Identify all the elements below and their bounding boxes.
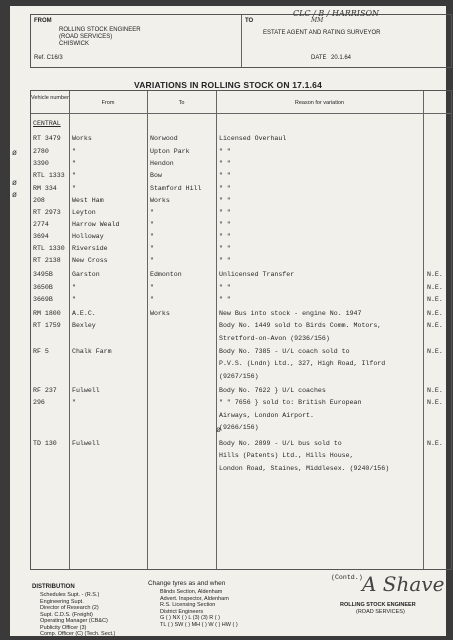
distribution-item: Operating Manager (CB&C) bbox=[40, 618, 108, 624]
to-label: TO bbox=[245, 18, 254, 24]
to-value: ESTATE AGENT AND RATING SURVEYOR bbox=[263, 30, 381, 36]
row-from: " bbox=[72, 160, 76, 167]
col-divider bbox=[216, 91, 217, 569]
date-label: DATE bbox=[311, 55, 327, 61]
row-vehicle: RT 1759 bbox=[33, 322, 61, 329]
signatory-subtitle: (ROAD SERVICES) bbox=[356, 609, 405, 615]
distribution-item: TL ( ) SW ( ) MH ( ) W ( ) HW ( ) bbox=[160, 621, 238, 628]
row-from: " bbox=[72, 148, 76, 155]
row-from: " bbox=[72, 185, 76, 192]
row-vehicle: RTL 1330 bbox=[33, 245, 65, 252]
row-to: Bow bbox=[150, 172, 162, 179]
row-from: Chalk Farm bbox=[72, 348, 112, 355]
distribution-item: Schedules Supt. - (R.S.) bbox=[40, 592, 100, 598]
row-reason: " " bbox=[219, 197, 231, 204]
row-reason: " " bbox=[219, 148, 231, 155]
row-vehicle: 3495B bbox=[33, 271, 53, 278]
row-ne-flag: N.E. bbox=[427, 296, 443, 303]
row-vehicle: 3390 bbox=[33, 160, 49, 167]
variations-table bbox=[30, 90, 452, 581]
row-from: Garston bbox=[72, 271, 100, 278]
row-ne-flag: N.E. bbox=[427, 322, 443, 329]
row-from: Riverside bbox=[72, 245, 108, 252]
row-to: " bbox=[150, 284, 154, 291]
row-from: " bbox=[72, 296, 76, 303]
row-vehicle: 2774 bbox=[33, 221, 49, 228]
row-vehicle: RT 3479 bbox=[33, 135, 61, 142]
row-from: A.E.C. bbox=[72, 310, 96, 317]
row-ne-flag: N.E. bbox=[427, 399, 443, 406]
row-to: Works bbox=[150, 197, 170, 204]
distribution-item: Advert. Inspector, Aldenham bbox=[160, 595, 229, 602]
distribution-item: Engineering Supt. bbox=[40, 598, 84, 605]
continued-note: (Contd.) bbox=[331, 574, 363, 581]
row-reason: Hills (Patents) Ltd., Hills House, bbox=[219, 452, 354, 459]
row-from: Fulwell bbox=[72, 387, 100, 394]
row-reason: Licensed Overhaul bbox=[219, 135, 287, 142]
row-from: " bbox=[72, 284, 76, 291]
row-from: West Ham bbox=[72, 197, 104, 204]
distribution-item: G ( ) NX ( ) L (3) (3) R ( ) bbox=[160, 615, 220, 621]
row-to: Stamford Hill bbox=[150, 185, 202, 192]
check-mark: ø bbox=[12, 190, 17, 199]
col-header-from: From bbox=[101, 100, 115, 106]
row-reason: Body No. 7622 } U/L coaches bbox=[219, 387, 326, 394]
row-ne-flag: N.E. bbox=[427, 348, 443, 355]
row-from: " bbox=[72, 172, 76, 179]
row-reason: Body No. 7385 - U/L coach sold to bbox=[219, 348, 350, 355]
row-reason: New Bus into stock - engine No. 1947 bbox=[219, 310, 362, 317]
row-vehicle: RM 1800 bbox=[33, 310, 61, 317]
col-divider bbox=[69, 91, 70, 569]
header-divider bbox=[241, 15, 242, 67]
from-line2: (ROAD SERVICES) bbox=[59, 34, 113, 40]
from-label: FROM bbox=[34, 18, 52, 24]
row-to: Edmonton bbox=[150, 271, 182, 278]
col-divider bbox=[147, 91, 148, 569]
row-from: Works bbox=[72, 135, 92, 142]
row-reason: " " bbox=[219, 160, 231, 167]
distribution-item: Director of Research (2) bbox=[40, 605, 99, 611]
row-vehicle: RT 2138 bbox=[33, 257, 61, 264]
row-reason: " " 7656 } sold to: British European bbox=[219, 399, 362, 406]
col-header-to: To bbox=[178, 100, 185, 106]
distribution-item: Supt. C.D.S. (Freight) bbox=[40, 611, 93, 618]
row-vehicle: TD 130 bbox=[33, 440, 57, 447]
row-reason: " " bbox=[219, 233, 231, 240]
row-reason: Stretford-on-Avon (9236/156) bbox=[219, 335, 330, 342]
row-vehicle: 3694 bbox=[33, 233, 49, 240]
row-to: Hendon bbox=[150, 160, 174, 167]
document-title: VARIATIONS IN ROLLING STOCK ON 17.1.64 bbox=[133, 80, 323, 90]
row-from: Fulwell bbox=[72, 440, 100, 447]
row-to: Norwood bbox=[150, 135, 178, 142]
distribution-item: Blinds Section, Aldenham bbox=[160, 589, 223, 595]
row-vehicle: RM 334 bbox=[33, 185, 57, 192]
distribution-list-left bbox=[40, 592, 115, 638]
row-from: New Cross bbox=[72, 257, 108, 264]
signatory-title: ROLLING STOCK ENGINEER bbox=[340, 602, 416, 608]
col-divider bbox=[423, 91, 424, 569]
header-rule bbox=[31, 113, 451, 114]
row-reason: " " bbox=[219, 257, 231, 264]
row-to: Upton Park bbox=[150, 148, 190, 155]
row-from: Harrow Weald bbox=[72, 221, 120, 228]
check-mark: ø bbox=[12, 148, 17, 157]
row-reason: " " bbox=[219, 245, 231, 252]
row-to: " bbox=[150, 245, 154, 252]
row-ne-flag: N.E. bbox=[427, 440, 443, 447]
row-to: " bbox=[150, 296, 154, 303]
handwritten-initials: MM bbox=[311, 17, 324, 24]
row-reason: P.V.S. (Lndn) Ltd., 327, High Road, Ilford bbox=[219, 360, 386, 367]
row-vehicle: RT 2973 bbox=[33, 209, 61, 216]
col-header-vehicle: Vehicle number bbox=[31, 95, 69, 101]
row-vehicle: 2780 bbox=[33, 148, 49, 155]
row-ne-flag: N.E. bbox=[427, 284, 443, 291]
row-to: " bbox=[150, 257, 154, 264]
row-vehicle: RF 5 bbox=[33, 348, 49, 355]
row-from: Leyton bbox=[72, 209, 96, 216]
row-reason: Unlicensed Transfer bbox=[219, 271, 295, 278]
date-value: 20.1.64 bbox=[331, 55, 352, 61]
row-to: " bbox=[150, 221, 154, 228]
handwritten-note: Change tyres as and when bbox=[148, 580, 226, 587]
handwritten-routing: CLC / B / HARRISON bbox=[293, 9, 379, 18]
ref-number: Ref. C16/3 bbox=[34, 55, 63, 61]
section-label: CENTRAL bbox=[33, 120, 61, 127]
row-reason: " " bbox=[219, 172, 231, 179]
signature: A Shave bbox=[362, 572, 445, 596]
row-ne-flag: N.E. bbox=[427, 271, 443, 278]
row-reason: " " bbox=[219, 185, 231, 192]
row-reason: Body No. 1449 sold to Birds Comm. Motors, bbox=[219, 322, 382, 329]
row-to: " bbox=[150, 233, 154, 240]
row-ne-flag: N.E. bbox=[427, 310, 443, 317]
memo-sheet bbox=[10, 6, 446, 636]
row-reason: London Road, Staines, Middlesex. (9240/156) bbox=[219, 465, 390, 472]
row-to: Works bbox=[150, 310, 170, 317]
row-reason: " " bbox=[219, 296, 231, 303]
row-reason: " " bbox=[219, 221, 231, 228]
row-vehicle: 3669B bbox=[33, 296, 53, 303]
row-reason: " " bbox=[219, 209, 231, 216]
distribution-item: Publicity Officer (3) bbox=[40, 624, 87, 631]
check-mark: ø bbox=[12, 178, 17, 187]
distribution-item: R.S. Licensing Section bbox=[160, 602, 216, 608]
row-from: " bbox=[72, 399, 76, 406]
row-reason: (9267/156) bbox=[219, 373, 259, 380]
check-mark: ø bbox=[216, 425, 221, 434]
row-vehicle: 208 bbox=[33, 197, 45, 204]
col-header-reason: Reason for variation bbox=[294, 100, 345, 106]
row-reason: (9266/156) bbox=[219, 424, 259, 431]
from-line1: ROLLING STOCK ENGINEER bbox=[59, 27, 141, 33]
row-from: Bexley bbox=[72, 322, 96, 329]
row-vehicle: RTL 1333 bbox=[33, 172, 65, 179]
row-reason: Body No. 2899 - U/L bus sold to bbox=[219, 440, 342, 447]
row-reason: Airways, London Airport. bbox=[219, 412, 314, 419]
row-vehicle: RF 237 bbox=[33, 387, 57, 394]
row-vehicle: 3650B bbox=[33, 284, 53, 291]
row-ne-flag: N.E. bbox=[427, 387, 443, 394]
distribution-item: District Engineers bbox=[160, 608, 204, 615]
from-line3: CHISWICK bbox=[59, 41, 89, 47]
distribution-list-right bbox=[160, 589, 238, 628]
row-vehicle: 296 bbox=[33, 399, 45, 406]
row-to: " bbox=[150, 209, 154, 216]
row-from: Holloway bbox=[72, 233, 104, 240]
distribution-label: DISTRIBUTION bbox=[32, 584, 75, 590]
memo-header bbox=[30, 9, 452, 68]
row-reason: " " bbox=[219, 284, 231, 291]
distribution-item: Comp. Officer (C) (Tech. Sect.) bbox=[40, 631, 116, 637]
